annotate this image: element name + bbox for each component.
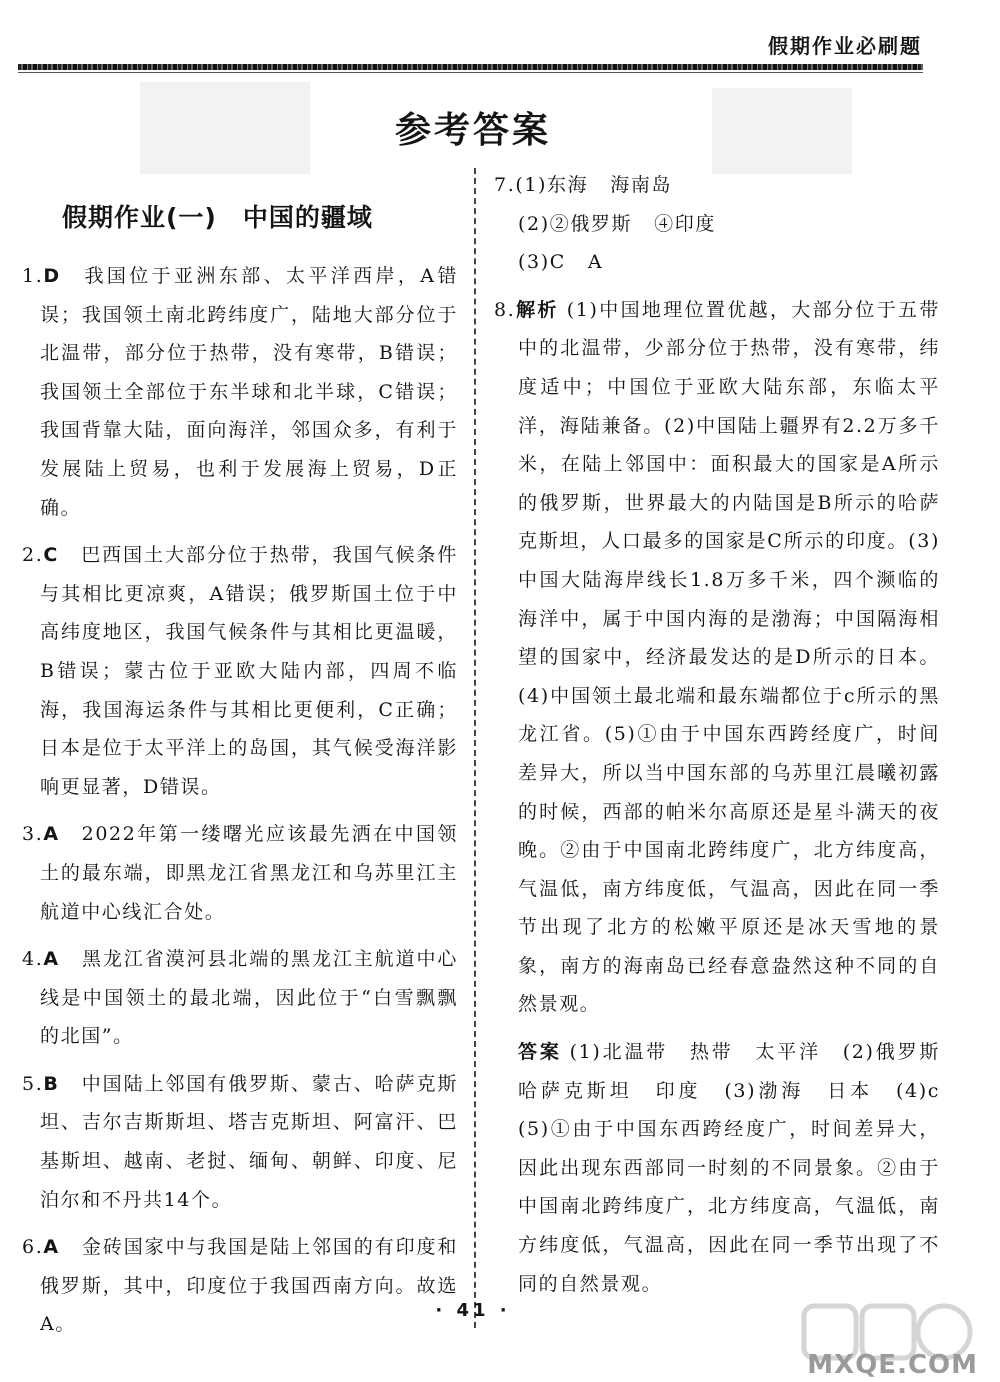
item-number: 6.	[22, 1236, 44, 1259]
choice-answer: A	[43, 1236, 60, 1259]
q7-line-3	[494, 243, 940, 282]
q7-part-3a: (3)C	[518, 251, 566, 274]
right-column	[494, 166, 961, 1312]
answer-item-7	[494, 166, 940, 282]
q7-part-1a: (1)东海	[515, 174, 589, 196]
left-column	[22, 257, 458, 1353]
q7-part-2b: ④印度	[654, 212, 716, 235]
header-rule	[18, 64, 923, 70]
section-title: 假期作业(一) 中国的疆域	[62, 203, 373, 232]
page-number: · 41 ·	[435, 1300, 511, 1321]
choice-answer: B	[43, 1072, 60, 1095]
q7-line-2	[494, 205, 940, 244]
q7-part-3b: A	[587, 251, 604, 274]
answer-text: (1)北温带 热带 太平洋 (2)俄罗斯 哈萨克斯坦 印度 (3)渤海 日本 (4)c (5)①由于中国东西跨经度广，时间差异大，因此出现东西部同一时刻的不同景象。②由于中国南北跨纬度广，北方纬度高，气温低，南方纬度低，气温高，因此在同一季节出现了不同的自然景观。	[518, 1041, 961, 1295]
item-number: 5.	[22, 1072, 44, 1095]
column-divider	[474, 168, 476, 1328]
choice-answer: A	[43, 948, 60, 971]
choice-answer: D	[43, 265, 61, 287]
explanation-text: 中国陆上邻国有俄罗斯、蒙古、哈萨克斯坦、吉尔吉斯斯坦、塔吉克斯坦、阿富汗、巴基斯坦、越南、老挝、缅甸、朝鲜、印度、尼泊尔和不丹共14个。	[40, 1072, 458, 1211]
analysis-text: (1)中国地理位置优越，大部分位于五带中的北温带，少部分位于热带，没有寒带，纬度适中；中国位于亚欧大陆东部，东临太平洋，海陆兼备。(2)中国陆上疆界有2.2万多千米，在陆上邻国中：面积最大的国家是A所示的俄罗斯，世界最大的内陆国是B所示的哈萨克斯坦，人口最多的国家是C所示的印度。(3)中国大陆海岸线长1.8万多千米，四个濒临的海洋中，属于中国内海的是渤海；中国隔海相望的国家中，经济最发达的是D所示的日本。(4)中国领土最北端和最东端都位于c所示的黑龙江省。(5)①由于中国东西跨经度广，时间差异大，所以当中国东部的乌苏里江晨曦初露的时候，西部的帕米尔高原还是星斗满天的夜晚。②由于中国南北跨纬度广，北方纬度高，气温低，南方纬度低，气温高，因此在同一季节出现了北方的松嫩平原还是冰天雪地的景象，南方的海南岛已经春意盎然这种不同的自然景观。	[518, 298, 940, 1016]
header-rule-thin	[18, 72, 923, 73]
explanation-text: 巴西国土大部分位于热带，我国气候条件与其相比更凉爽，A错误；俄罗斯国土位于中高纬度地区，我国气候条件与其相比更温暖，B错误；蒙古位于亚欧大陆内部，四周不临海，我国海运条件与其相比更便利，C正确；日本是位于太平洋上的岛国，其气候受海洋影响更显著，D错误。	[40, 544, 458, 798]
item-number: 1.	[22, 265, 44, 287]
answer-label: 答案	[518, 1041, 562, 1064]
q7-part-2a: (2)②俄罗斯	[518, 212, 633, 235]
explanation-text: 2022年第一缕曙光应该最先洒在中国领土的最东端，即黑龙江省黑龙江和乌苏里江主航道中心线汇合处。	[40, 823, 458, 923]
analysis-label: 解析	[515, 298, 559, 321]
answer-item-8-analysis	[494, 291, 940, 1024]
running-header: 假期作业必刷题	[768, 34, 922, 58]
explanation-text: 金砖国家中与我国是陆上邻国的有印度和俄罗斯，其中，印度位于我国西南方向。故选A。	[40, 1236, 458, 1336]
item-number: 3.	[22, 823, 44, 846]
answer-item-2	[22, 536, 458, 806]
item-number: 2.	[22, 544, 44, 567]
explanation-text: 我国位于亚洲东部、太平洋西岸，A错误；我国领土南北跨纬度广，陆地大部分位于北温带，部分位于热带，没有寒带，B错误；我国领土全部位于东半球和北半球，C错误；我国背靠大陆，面向海洋，邻国众多，有利于发展陆上贸易，也利于发展海上贸易，D正确。	[40, 265, 458, 519]
choice-answer: C	[43, 544, 59, 567]
q7-part-1b: 海南岛	[610, 174, 673, 196]
choice-answer: A	[43, 823, 60, 846]
page-title: 参考答案	[394, 110, 551, 151]
explanation-text: 黑龙江省漠河县北端的黑龙江主航道中心线是中国领土的最北端，因此位于“白雪飘飘的北国”。	[40, 948, 458, 1048]
answer-item-5	[22, 1065, 458, 1219]
item-number: 4.	[22, 948, 44, 971]
answer-item-3	[22, 815, 458, 931]
answer-item-1	[22, 257, 458, 527]
answer-item-6	[22, 1228, 458, 1344]
item-number: 8.	[494, 298, 516, 321]
watermark-text: MXQE.COM	[807, 1350, 978, 1380]
q7-line-1	[494, 166, 940, 205]
answer-item-4	[22, 940, 458, 1056]
item-number: 7.	[494, 174, 516, 196]
answer-item-8-answer	[494, 1033, 961, 1303]
